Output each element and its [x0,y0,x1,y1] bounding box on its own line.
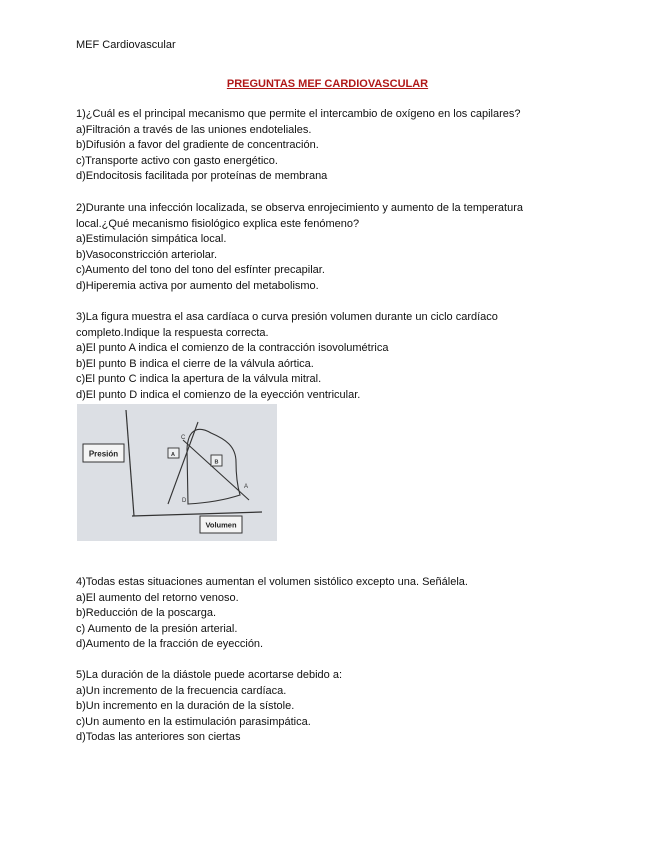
option-d: d)Todas las anteriores son ciertas [76,731,241,744]
option-d: d)Hiperemia activa por aumento del metabolismo. [76,279,319,292]
pressure-volume-figure [77,404,277,541]
point-d-label: D [182,498,187,504]
pv-loop-diagram [77,404,277,541]
option-b: b)Reducción de la poscarga. [76,607,217,620]
question-5 [76,668,576,746]
option-d: d)El punto D indica el comienzo de la eyección ventricular. [76,388,361,401]
option-d: d)Aumento de la fracción de eyección. [76,638,264,651]
document-header: MEF Cardiovascular [76,39,176,51]
figure-background [77,404,277,541]
question-stem: completo.Indique la respuesta correcta. [76,326,269,339]
question-stem: 2)Durante una infección localizada, se observa enrojecimiento y aumento de la temperatura [76,202,523,214]
option-c: c)El punto C indica la apertura de la válvula mitral. [76,373,322,386]
option-b: b)Difusión a favor del gradiente de concentración. [76,139,319,152]
y-axis-label: Presión [88,449,119,459]
question-stem: 3)La figura muestra el asa cardíaca o curva presión volumen durante un ciclo cardíaco [76,311,498,323]
option-b: b)Un incremento en la duración de la sístole. [76,700,295,713]
option-d: d)Endocitosis facilitada por proteínas de membrana [76,170,328,183]
question-1 [76,107,576,185]
option-b: b)El punto B indica el cierre de la válvula aórtica. [76,357,314,370]
option-c: c) Aumento de la presión arterial. [76,622,238,635]
x-axis-label: Volumen [205,520,237,530]
box-a-label: A [171,452,175,458]
document-title: PREGUNTAS MEF CARDIOVASCULAR [226,78,429,90]
option-b: b)Vasoconstricción arteriolar. [76,248,218,261]
option-c: c)Aumento del tono del tono del esfínter precapilar. [76,264,325,277]
option-a: a)Filtración a través de las uniones endoteliales. [76,123,312,136]
option-a: a)Un incremento de la frecuencia cardíaca. [76,684,287,697]
question-stem: local.¿Qué mecanismo fisiológico explica este fenómeno? [76,217,360,230]
option-c: c)Transporte activo con gasto energético. [76,154,278,167]
point-a-label: A [244,484,249,490]
question-3 [76,310,576,404]
point-c-label: C [181,435,186,441]
option-c: c)Un aumento en la estimulación parasimpática. [76,715,311,728]
option-a: a)El punto A indica el comienzo de la contracción isovolumétrica [76,342,389,355]
question-4 [76,575,576,653]
question-stem: 1)¿Cuál es el principal mecanismo que permite el intercambio de oxígeno en los capilares? [76,108,521,120]
box-b-label: B [214,459,219,466]
question-stem: 5)La duración de la diástole puede acortarse debido a: [76,669,343,681]
question-stem: 4)Todas estas situaciones aumentan el volumen sistólico excepto una. Señálela. [76,576,468,588]
question-2 [76,201,576,295]
option-a: a)El aumento del retorno venoso. [76,591,239,604]
option-a: a)Estimulación simpática local. [76,233,227,246]
